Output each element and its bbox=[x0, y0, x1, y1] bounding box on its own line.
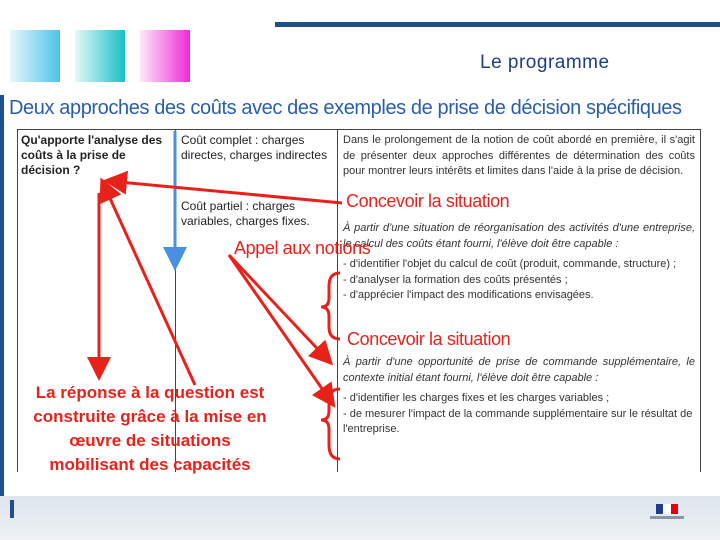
annotation-concevoir-1: Concevoir la situation bbox=[346, 191, 510, 211]
slide-title: Le programme bbox=[480, 52, 610, 73]
red-brace bbox=[321, 273, 340, 339]
header-rule bbox=[275, 22, 720, 27]
list-item: - d'identifier l'objet du calcul de coût (produit, commande, structure) ; bbox=[343, 258, 677, 270]
cyan-decor-block bbox=[10, 30, 60, 82]
answer-annotation: La réponse à la question est construite grâce à la mise en œuvre de situations mobilisant des capacités bbox=[33, 383, 267, 474]
annotation-concevoir-2: Concevoir la situation bbox=[347, 329, 511, 349]
annotation-appel-notions: Appel aux notions bbox=[234, 238, 371, 258]
magenta-decor-block bbox=[140, 30, 190, 82]
situation-2-paragraph: À partir d'une opportunité de prise de commande supplémentaire, le contexte initial étant fourni, l'élève doit être capable : bbox=[343, 356, 695, 384]
left-rule bbox=[0, 95, 4, 540]
french-flag-logo bbox=[656, 504, 678, 514]
red-brace bbox=[321, 389, 340, 459]
situation-1-paragraph: À partir d'une situation de réorganisation des activités d'une entreprise, le calcul des coûts étant fourni, l'élève doit être capable : bbox=[343, 222, 695, 250]
list-item: - d'identifier les charges fixes et les charges variables ; bbox=[343, 392, 610, 404]
list-item: - d'apprécier l'impact des modifications envisagées. bbox=[343, 289, 594, 301]
footer-band bbox=[0, 496, 720, 540]
footer-marker bbox=[10, 500, 14, 518]
intro-paragraph: Dans le prolongement de la notion de coût abordé en première, il s'agit de présenter deux approches différentes de détermination des coûts pour montrer leurs intérêts et limites dans l'aide à la prise de décision. bbox=[343, 134, 695, 177]
list-item: - d'analyser la formation des coûts présentés ; bbox=[343, 273, 568, 286]
cout-complet-text: Coût complet : charges directes, charges indirectes bbox=[181, 133, 328, 162]
red-arrow bbox=[103, 183, 195, 385]
ministry-logo-text bbox=[650, 516, 684, 519]
program-table-image bbox=[7, 93, 720, 502]
teal-decor-block bbox=[75, 30, 125, 82]
table-heading: Deux approches des coûts avec des exemples de prise de décision spécifiques bbox=[9, 97, 682, 119]
red-arrow bbox=[109, 181, 342, 203]
list-item: - de mesurer l'impact de la commande supplémentaire sur le résultat de l'entreprise. bbox=[343, 407, 693, 435]
cout-partiel-text: Coût partiel : charges variables, charges fixes. bbox=[181, 199, 310, 228]
red-arrow bbox=[229, 255, 329, 361]
question-cell: Qu'apporte l'analyse des coûts à la prise de décision ? bbox=[21, 133, 163, 177]
